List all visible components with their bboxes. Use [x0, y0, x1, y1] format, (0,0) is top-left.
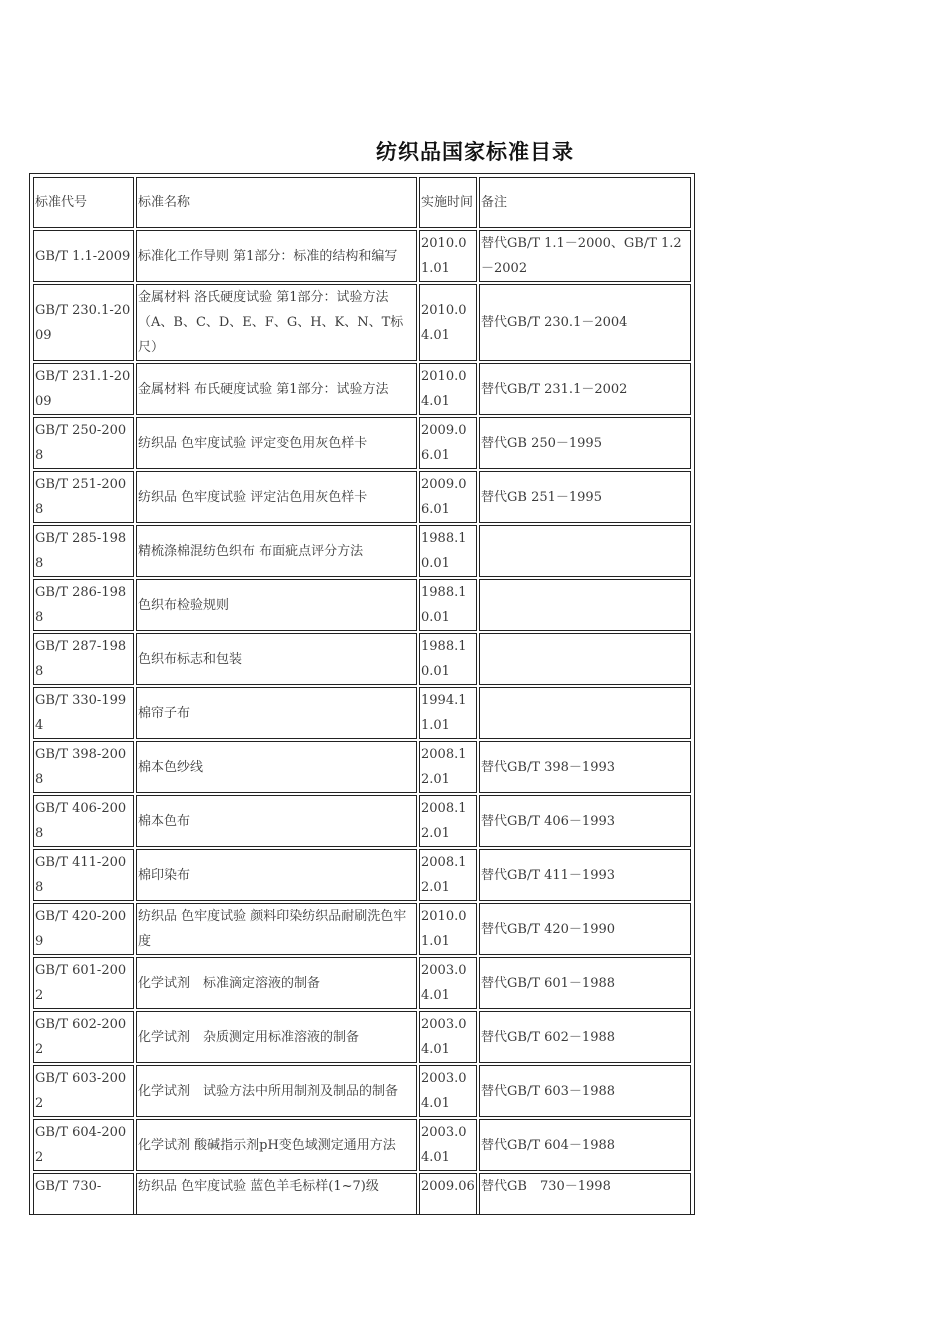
cell-date: 2009.06 — [419, 1173, 477, 1215]
cell-date: 2010.04.01 — [419, 284, 477, 361]
cell-name: 棉本色纱线 — [136, 741, 417, 793]
cell-name: 金属材料 布氏硬度试验 第1部分：试验方法 — [136, 363, 417, 415]
cell-date: 2003.04.01 — [419, 1011, 477, 1063]
table-row — [33, 687, 691, 739]
cell-note: 替代GB/T 231.1－2002 — [479, 363, 691, 415]
cell-code: GB/T 1.1-2009 — [33, 230, 134, 282]
cell-code: GB/T 286-1988 — [33, 579, 134, 631]
cell-date: 1988.10.01 — [419, 633, 477, 685]
cell-code: GB/T 285-1988 — [33, 525, 134, 577]
cell-note: 替代GB/T 398－1993 — [479, 741, 691, 793]
table-row — [33, 1119, 691, 1171]
cell-note — [479, 525, 691, 577]
cell-date: 2010.04.01 — [419, 363, 477, 415]
table-row — [33, 230, 691, 282]
cell-code: GB/T 411-2008 — [33, 849, 134, 901]
cell-code: GB/T 604-2002 — [33, 1119, 134, 1171]
cell-code: GB/T 420-2009 — [33, 903, 134, 955]
cell-code: GB/T 730- — [33, 1173, 134, 1215]
cell-name: 纺织品 色牢度试验 评定变色用灰色样卡 — [136, 417, 417, 469]
cell-note — [479, 687, 691, 739]
cell-note — [479, 633, 691, 685]
table-row — [33, 284, 691, 361]
cell-note: 替代GB/T 603－1988 — [479, 1065, 691, 1117]
cell-date: 1988.10.01 — [419, 579, 477, 631]
cell-date: 2010.01.01 — [419, 230, 477, 282]
cell-name: 金属材料 洛氏硬度试验 第1部分：试验方法（A、B、C、D、E、F、G、H、K、N、T标尺） — [136, 284, 417, 361]
cell-code: GB/T 251-2008 — [33, 471, 134, 523]
table-row — [33, 741, 691, 793]
cell-name: 化学试剂 标准滴定溶液的制备 — [136, 957, 417, 1009]
cell-name: 纺织品 色牢度试验 颜料印染纺织品耐刷洗色牢度 — [136, 903, 417, 955]
cell-name: 精梳涤棉混纺色织布 布面疵点评分方法 — [136, 525, 417, 577]
cell-name: 化学试剂 杂质测定用标准溶液的制备 — [136, 1011, 417, 1063]
cell-note — [479, 579, 691, 631]
cell-code: GB/T 406-2008 — [33, 795, 134, 847]
cell-code: GB/T 398-2008 — [33, 741, 134, 793]
header-note: 备注 — [479, 177, 691, 228]
cell-code: GB/T 231.1-2009 — [33, 363, 134, 415]
table-row — [33, 363, 691, 415]
cell-code: GB/T 250-2008 — [33, 417, 134, 469]
table-row — [33, 525, 691, 577]
cell-date: 2009.06.01 — [419, 471, 477, 523]
table-row — [33, 471, 691, 523]
standards-table-frame — [29, 173, 695, 1215]
standards-table-body — [33, 177, 691, 1215]
cell-date: 2003.04.01 — [419, 1119, 477, 1171]
cell-date: 2008.12.01 — [419, 741, 477, 793]
table-row — [33, 903, 691, 955]
table-row — [33, 579, 691, 631]
cell-date: 2003.04.01 — [419, 957, 477, 1009]
cell-name: 棉印染布 — [136, 849, 417, 901]
cell-note: 替代GB/T 602－1988 — [479, 1011, 691, 1063]
cell-note: 替代GB 250－1995 — [479, 417, 691, 469]
cell-name: 化学试剂 试验方法中所用制剂及制品的制备 — [136, 1065, 417, 1117]
cell-date: 2009.06.01 — [419, 417, 477, 469]
cell-code: GB/T 287-1988 — [33, 633, 134, 685]
cell-note: 替代GB 730－1998 — [479, 1173, 691, 1215]
standards-table — [31, 175, 693, 1215]
cell-name: 色织布检验规则 — [136, 579, 417, 631]
cell-note: 替代GB/T 411－1993 — [479, 849, 691, 901]
cell-code: GB/T 230.1-2009 — [33, 284, 134, 361]
table-row — [33, 795, 691, 847]
cell-date: 1994.11.01 — [419, 687, 477, 739]
table-row — [33, 1011, 691, 1063]
cell-name: 纺织品 色牢度试验 评定沾色用灰色样卡 — [136, 471, 417, 523]
document-title: 纺织品国家标准目录 — [376, 139, 574, 164]
table-row — [33, 633, 691, 685]
cell-code: GB/T 602-2002 — [33, 1011, 134, 1063]
cell-note: 替代GB/T 406－1993 — [479, 795, 691, 847]
table-row — [33, 1065, 691, 1117]
header-name: 标准名称 — [136, 177, 417, 228]
cell-name: 棉本色布 — [136, 795, 417, 847]
cell-code: GB/T 601-2002 — [33, 957, 134, 1009]
cell-date: 2010.01.01 — [419, 903, 477, 955]
cell-name: 纺织品 色牢度试验 蓝色羊毛标样(1~7)级 — [136, 1173, 417, 1215]
cell-note: 替代GB/T 1.1－2000、GB/T 1.2－2002 — [479, 230, 691, 282]
cell-date: 2008.12.01 — [419, 795, 477, 847]
cell-note: 替代GB/T 420－1990 — [479, 903, 691, 955]
cell-name: 棉帘子布 — [136, 687, 417, 739]
table-row — [33, 1173, 691, 1215]
cell-name: 标准化工作导则 第1部分：标准的结构和编写 — [136, 230, 417, 282]
table-header-row — [33, 177, 691, 228]
cell-name: 色织布标志和包装 — [136, 633, 417, 685]
table-row — [33, 957, 691, 1009]
cell-note: 替代GB/T 604－1988 — [479, 1119, 691, 1171]
cell-code: GB/T 603-2002 — [33, 1065, 134, 1117]
cell-note: 替代GB 251－1995 — [479, 471, 691, 523]
cell-date: 2003.04.01 — [419, 1065, 477, 1117]
table-row — [33, 417, 691, 469]
cell-note: 替代GB/T 230.1－2004 — [479, 284, 691, 361]
table-row — [33, 849, 691, 901]
cell-code: GB/T 330-1994 — [33, 687, 134, 739]
cell-name: 化学试剂 酸碱指示剂pH变色域测定通用方法 — [136, 1119, 417, 1171]
header-date: 实施时间 — [419, 177, 477, 228]
cell-note: 替代GB/T 601－1988 — [479, 957, 691, 1009]
header-code: 标准代号 — [33, 177, 134, 228]
cell-date: 1988.10.01 — [419, 525, 477, 577]
cell-date: 2008.12.01 — [419, 849, 477, 901]
